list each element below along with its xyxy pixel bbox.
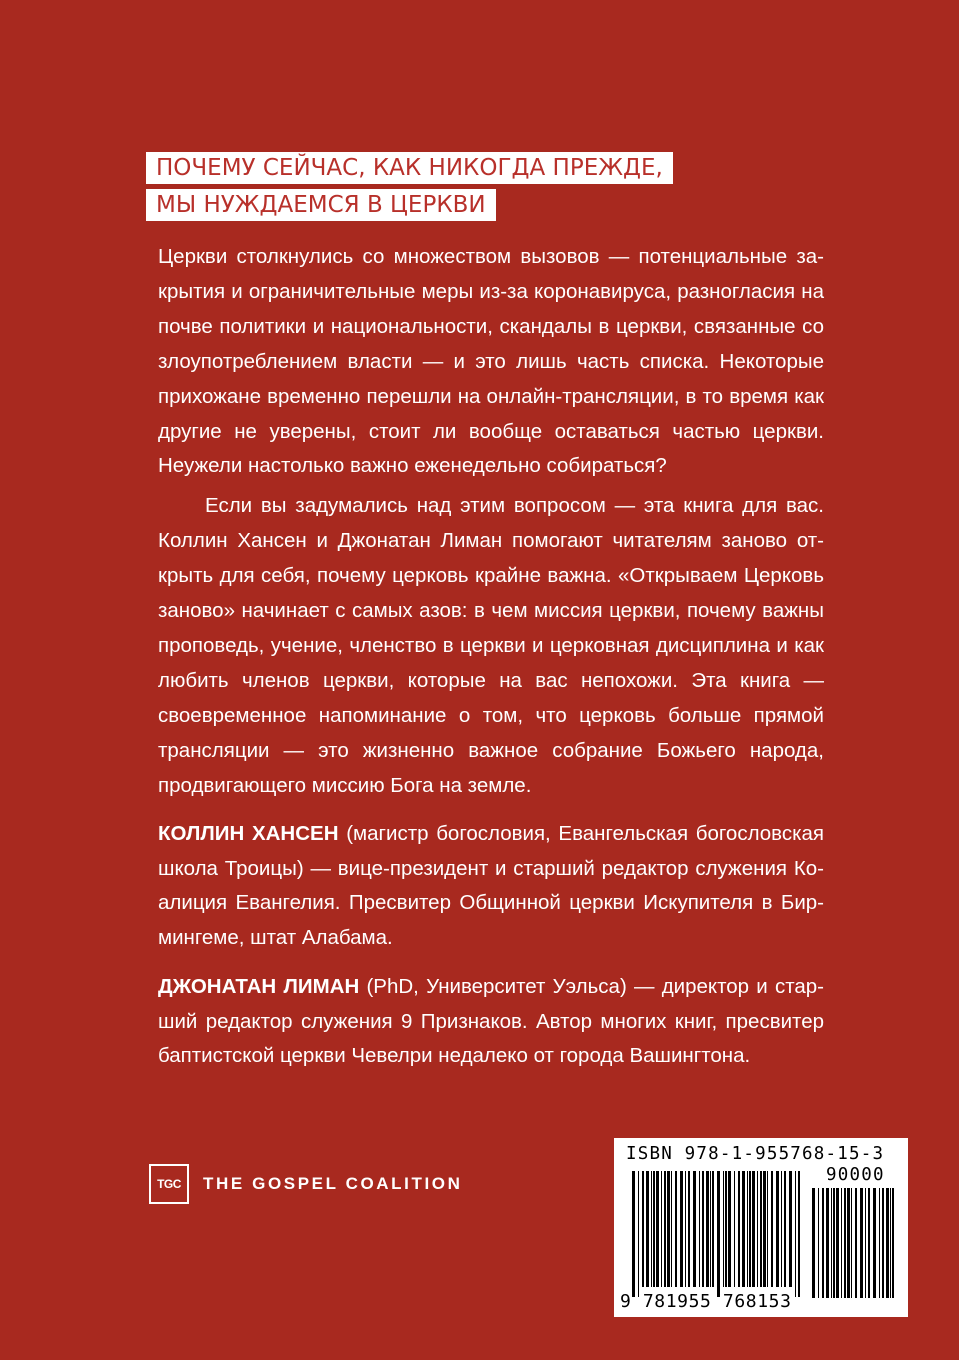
author-bio-leeman-text: (PhD, Университет Уэльса) — директор и старший редактор служения 9 Признаков. Автор многих книг, пресвитер баптистской церкви Чевелри недалеко от города Вашингтона. <box>158 975 824 1067</box>
description-paragraph-2: Если вы задумались над этим вопросом — эта книга для вас. Коллин Хансен и Джонатан Лиман помогают читателям заново открыть для себя, почему церковь крайне важна. «Открываем Церковь заново» начинает с самых азов: в чем миссия церкви, почему важны проповедь, учение, членство в церкви и церковная дисциплина и как любить членов церкви, которые на вас непохожи. Эта книга — своевременное напоминание о том, что церковь больше прямой трансляции — это жизненно важное собрание Божьего народа, продвигающего миссию Бога на земле. <box>158 494 824 797</box>
publisher-logo <box>149 1162 462 1206</box>
tgc-mark: TGC <box>157 1177 181 1191</box>
tgc-logo-icon <box>149 1164 189 1204</box>
author-name-leeman: ДЖОНАТАН ЛИМАН <box>158 975 360 998</box>
description-paragraph-1: Церкви столкнулись со множеством вызовов — потенциальные закрытия и ограничительные меры из-за коронавируса, разногласия на почве политики и национальности, скандалы в церкви, связанные со злоупотреблением власти — и это лишь часть списка. Некоторые прихожане временно перешли на онлайн-трансляции, в то время как другие не уверены, стоит ли вообще оставаться частью церкви. Неужели настолько важно еженедельно собираться? <box>158 245 824 478</box>
publisher-name: THE GOSPEL COALITION <box>203 1174 463 1193</box>
author-bio-leeman <box>158 970 824 1074</box>
price-addon: 90000 <box>826 1165 885 1185</box>
headline-line-2: МЫ НУЖДАЕМСЯ В ЦЕРКВИ <box>146 189 496 221</box>
barcode <box>614 1138 908 1317</box>
description <box>158 240 824 804</box>
headline-line-1: ПОЧЕМУ СЕЙЧАС, КАК НИКОГДА ПРЕЖДЕ, <box>146 152 673 184</box>
headline <box>146 150 706 224</box>
author-name-hansen: КОЛЛИН ХАНСЕН <box>158 822 339 845</box>
author-bio-hansen <box>158 817 824 955</box>
author-bio-hansen-text: (магистр богословия, Евангельская богословская школа Троицы) — вице-президент и старший редактор служения Коалиция Евангелия. Пресвитер Общинной церкви Искупителя в Бирмингеме, штат Алабама. <box>158 822 824 949</box>
isbn-number: ISBN 978-1-955768-15-3 <box>626 1144 885 1164</box>
ean-digits: 9 781955 768153 <box>620 1291 792 1312</box>
